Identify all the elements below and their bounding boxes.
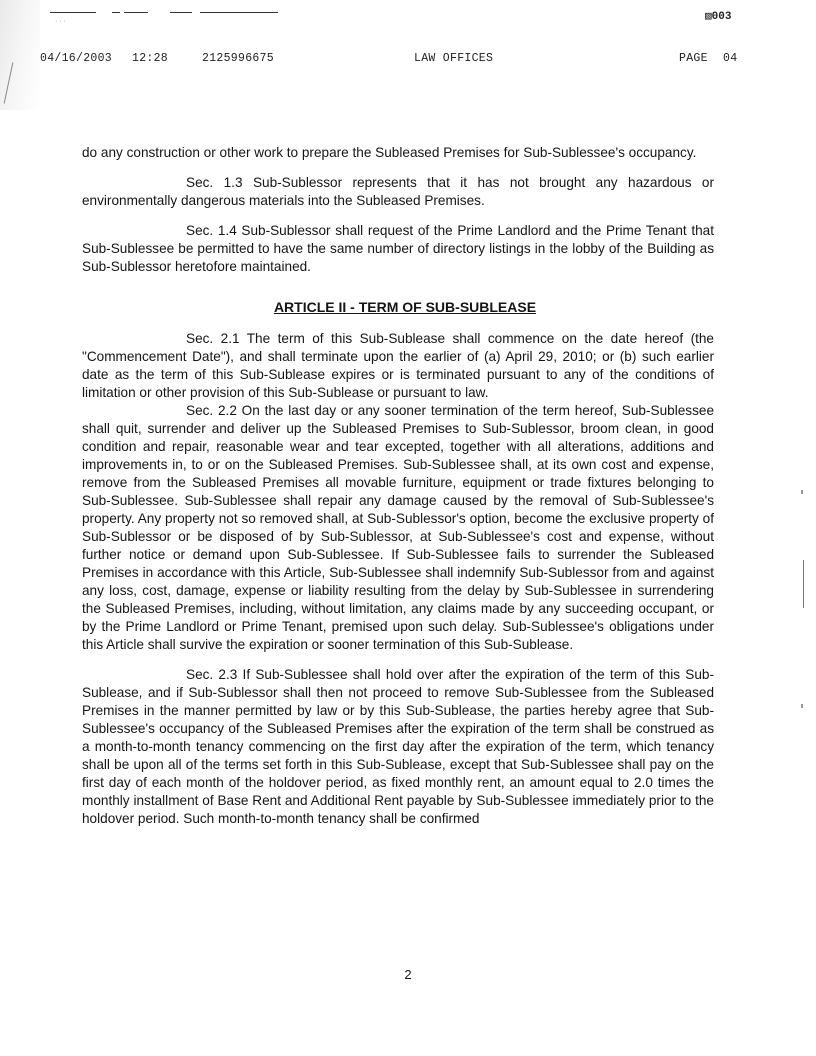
- fax-date: 04/16/2003: [40, 52, 113, 65]
- scan-specks: · · ·: [55, 18, 66, 25]
- fax-icon: ▧: [705, 11, 712, 23]
- scan-dash: [50, 12, 96, 13]
- margin-tick: [801, 704, 803, 708]
- section-2-3: Sec. 2.3 If Sub-Sublessee shall hold over after the expiration of the term of this Sub-Sublease, and if Sub-Sublessor shall then not proceed to remove Sub-Sublessee from the Subleased Premises in the manner permitted by law or by this Sub-Sublease, the parties hereby agree that Sub-Sublessee's occupancy of the Subleased Premises after the expiration of the term shall be construed as a month-to-month tenancy commencing on the first day after the expiration of the term, which tenancy shall be upon all of the terms set forth in this Sub-Sublease, except that Sub-Sublessee shall pay on the first day of each month of the holdover period, as fixed monthly rent, an amount equal to 2.0 times the monthly installment of Base Rent and Additional Rent payable by Sub-Sublessee immediately prior to the holdover period. Such month-to-month tenancy shall be confirmed: [82, 667, 714, 826]
- fax-page-label: PAGE: [679, 52, 708, 65]
- scan-dash: [200, 12, 278, 13]
- fax-page-value: 04: [723, 52, 738, 65]
- fax-id-number: 003: [711, 11, 732, 23]
- fax-phone: 2125996675: [202, 52, 275, 65]
- section-2-2: Sec. 2.2 On the last day or any sooner termination of the term hereof, Sub-Sublessee shall quit, surrender and deliver up the Subleased Premises to Sub-Sublessor, broom clean, in good condition and repair, reasonable wear and tear excepted, together with all alterations, additions and improvements in, to or on the Subleased Premises. Sub-Sublessee shall, at its own cost and expense, remove from the Subleased Premises all movable furniture, equipment or trade fixtures belonging to Sub-Sublessee. Sub-Sublessee shall repair any damage caused by the removal of Sub-Sublessee's property. Any property not so removed shall, at Sub-Sublessor's option, become the exclusive property of Sub-Sublessor or be disposed of by Sub-Sublessor, at Sub-Sublessee's cost and expense, without further notice or demand upon Sub-Sublessee. If Sub-Sublessee fails to surrender the Subleased Premises in accordance with this Article, Sub-Sublessee shall indemnify Sub-Sublessor from and against any loss, cost, damage, expense or liability resulting from the delay by Sub-Sublessee in surrendering the Subleased Premises, including, without limitation, any claims made by any succeeding occupant, or by the Prime Landlord or Prime Tenant, premised upon such delay. Sub-Sublessee's obligations under this Article shall survive the expiration or sooner termination of this Sub-Sublease.: [82, 403, 714, 652]
- section-1-3: Sec. 1.3 Sub-Sublessor represents that it has not brought any hazardous or environmentally dangerous materials into the Subleased Premises.: [82, 175, 714, 208]
- document-body: [82, 144, 714, 828]
- margin-tick: [801, 490, 803, 494]
- scan-dash: [124, 12, 148, 13]
- article-heading: ARTICLE II - TERM OF SUB-SUBLEASE: [273, 299, 537, 315]
- margin-change-bar: [803, 560, 804, 608]
- paragraph-continuation: do any construction or other work to prepare the Subleased Premises for Sub-Sublessee's occupancy.: [82, 145, 697, 160]
- scan-dash: [170, 12, 192, 13]
- section-2-1: Sec. 2.1 The term of this Sub-Sublease shall commence on the date hereof (the "Commencement Date"), and shall terminate upon the earlier of (a) April 29, 2010; or (b) such earlier date as the term of this Sub-Sublease expires or is terminated pursuant to any of the conditions of limitation or other provision of this Sub-Sublease or pursuant to law.: [82, 331, 714, 400]
- fax-time: 12:28: [132, 52, 169, 65]
- fax-sender: LAW OFFICES: [414, 52, 494, 65]
- page-number: 2: [404, 967, 412, 982]
- section-1-4: Sec. 1.4 Sub-Sublessor shall request of the Prime Landlord and the Prime Tenant that Sub-Sublessee be permitted to have the same number of directory listings in the lobby of the Building as Sub-Sublessor heretofore maintained.: [82, 223, 714, 274]
- scan-dash: [112, 12, 120, 13]
- fax-id: [705, 9, 731, 23]
